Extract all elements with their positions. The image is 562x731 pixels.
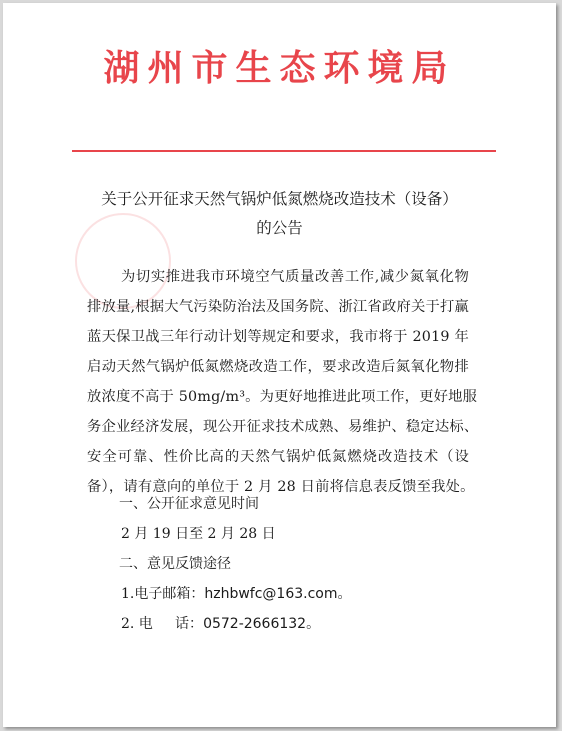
phone-value: 0572-2666132。: [203, 616, 321, 632]
paragraph-line-2: 排放量,根据大气污染防治法及国务院、浙江省政府关于打赢: [87, 299, 469, 315]
paragraph-line-1: 为切实推进我市环境空气质量改善工作,减少氮氧化物: [121, 269, 469, 285]
email-value: hzhbwfc@163.com。: [204, 586, 352, 602]
section-heading-period: 一、公开征求意见时间: [119, 496, 259, 512]
paragraph-line-7: 安全可靠、性价比高的天然气锅炉低氮燃烧改造技术（设: [87, 449, 469, 465]
paragraph-line-4: 启动天然气锅炉低氮燃烧改造工作，要求改造后氮氧化物排: [87, 359, 469, 375]
consultation-period: 2 月 19 日至 2 月 28 日: [121, 526, 276, 542]
letterhead-divider: [72, 150, 496, 152]
email-label: 1.电子邮箱：: [121, 586, 205, 602]
paragraph-line-6: 务企业经济发展，现公开征求技术成熟、易维护、稳定达标、: [87, 419, 479, 435]
announcement-title-line-2: 的公告: [256, 219, 303, 237]
email-row: [121, 584, 352, 604]
paragraph-line-5: 放浓度不高于 50mg/m³。为更好地推进此项工作，更好地服: [87, 389, 478, 405]
paragraph-line-8: 备），请有意向的单位于 2 月 28 日前将信息表反馈至我处。: [87, 479, 475, 495]
phone-label: 2. 电 话：: [121, 616, 204, 632]
announcement-title-line-1: 关于公开征求天然气锅炉低氮燃烧改造技术（设备）: [101, 190, 458, 208]
letterhead-title: 湖州市生态环境局: [103, 48, 456, 89]
paragraph-line-3: 蓝天保卫战三年行动计划等规定和要求，我市将于 2019 年: [87, 329, 469, 345]
phone-row: [121, 614, 320, 634]
document-page: [3, 3, 556, 727]
section-heading-feedback: 二、意见反馈途径: [119, 556, 231, 572]
